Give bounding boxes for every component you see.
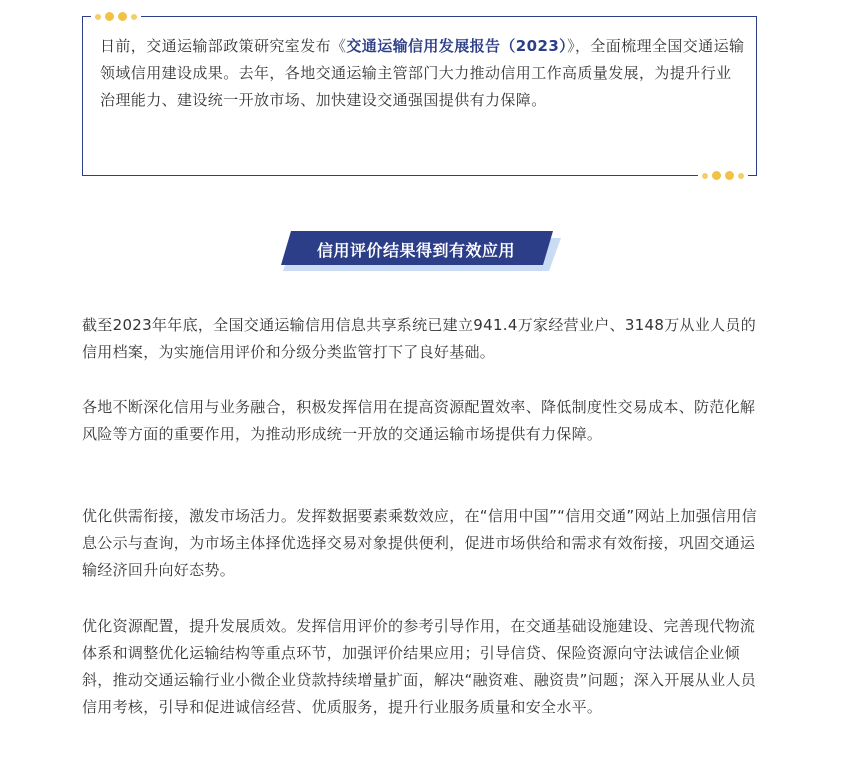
paragraph-4: 优化资源配置，提升发展质效。发挥信用评价的参考引导作用，在交通基础设施建设、完善现代物流体系和调整优化运输结构等重点环节，加强评价结果应用；引导信贷、保险资源向守法诚信企业倾斜，推动交通运输行业小微企业贷款持续增量扩面，解决“融资难、融资贵”问题；深入开展从业人员信用考核，引导和促进诚信经营、优质服务，提升行业服务质量和安全水平。 [82, 617, 757, 716]
intro-text-after: 》，全面梳理全国交通运输领域信用建设成果。去年，各地交通运输主管部门大力推动信用工作高质量发展，为提升行业治理能力、建设统一开放市场、加快建设交通强国提供有力保障。 [100, 37, 745, 109]
paragraph-2: 各地不断深化信用与业务融合，积极发挥信用在提高资源配置效率、降低制度性交易成本、防范化解风险等方面的重要作用，为推动形成统一开放的交通运输市场提供有力保障。 [82, 398, 756, 443]
decor-dots-bottom [698, 171, 748, 180]
intro-box [82, 16, 757, 176]
intro-text [100, 33, 745, 114]
section-title: 信用评价结果得到有效应用 [316, 240, 515, 260]
paragraph-1: 截至2023年年底，全国交通运输信用信息共享系统已建立941.4万家经营业户、3148万从业人员的信用档案，为实施信用评价和分级分类监管打下了良好基础。 [82, 316, 756, 361]
decor-dots-top [91, 12, 141, 21]
paragraph-3: 优化供需衔接，激发市场活力。发挥数据要素乘数效应，在“信用中国”“信用交通”网站上加强信用信息公示与查询，为市场主体择优选择交易对象提供便利，促进市场供给和需求有效衔接，巩固交通运输经济回升向好态势。 [82, 507, 757, 579]
intro-text-before: 日前，交通运输部政策研究室发布《 [100, 37, 347, 55]
report-title: 交通运输信用发展报告（2023） [346, 37, 568, 55]
section-banner [281, 231, 561, 271]
